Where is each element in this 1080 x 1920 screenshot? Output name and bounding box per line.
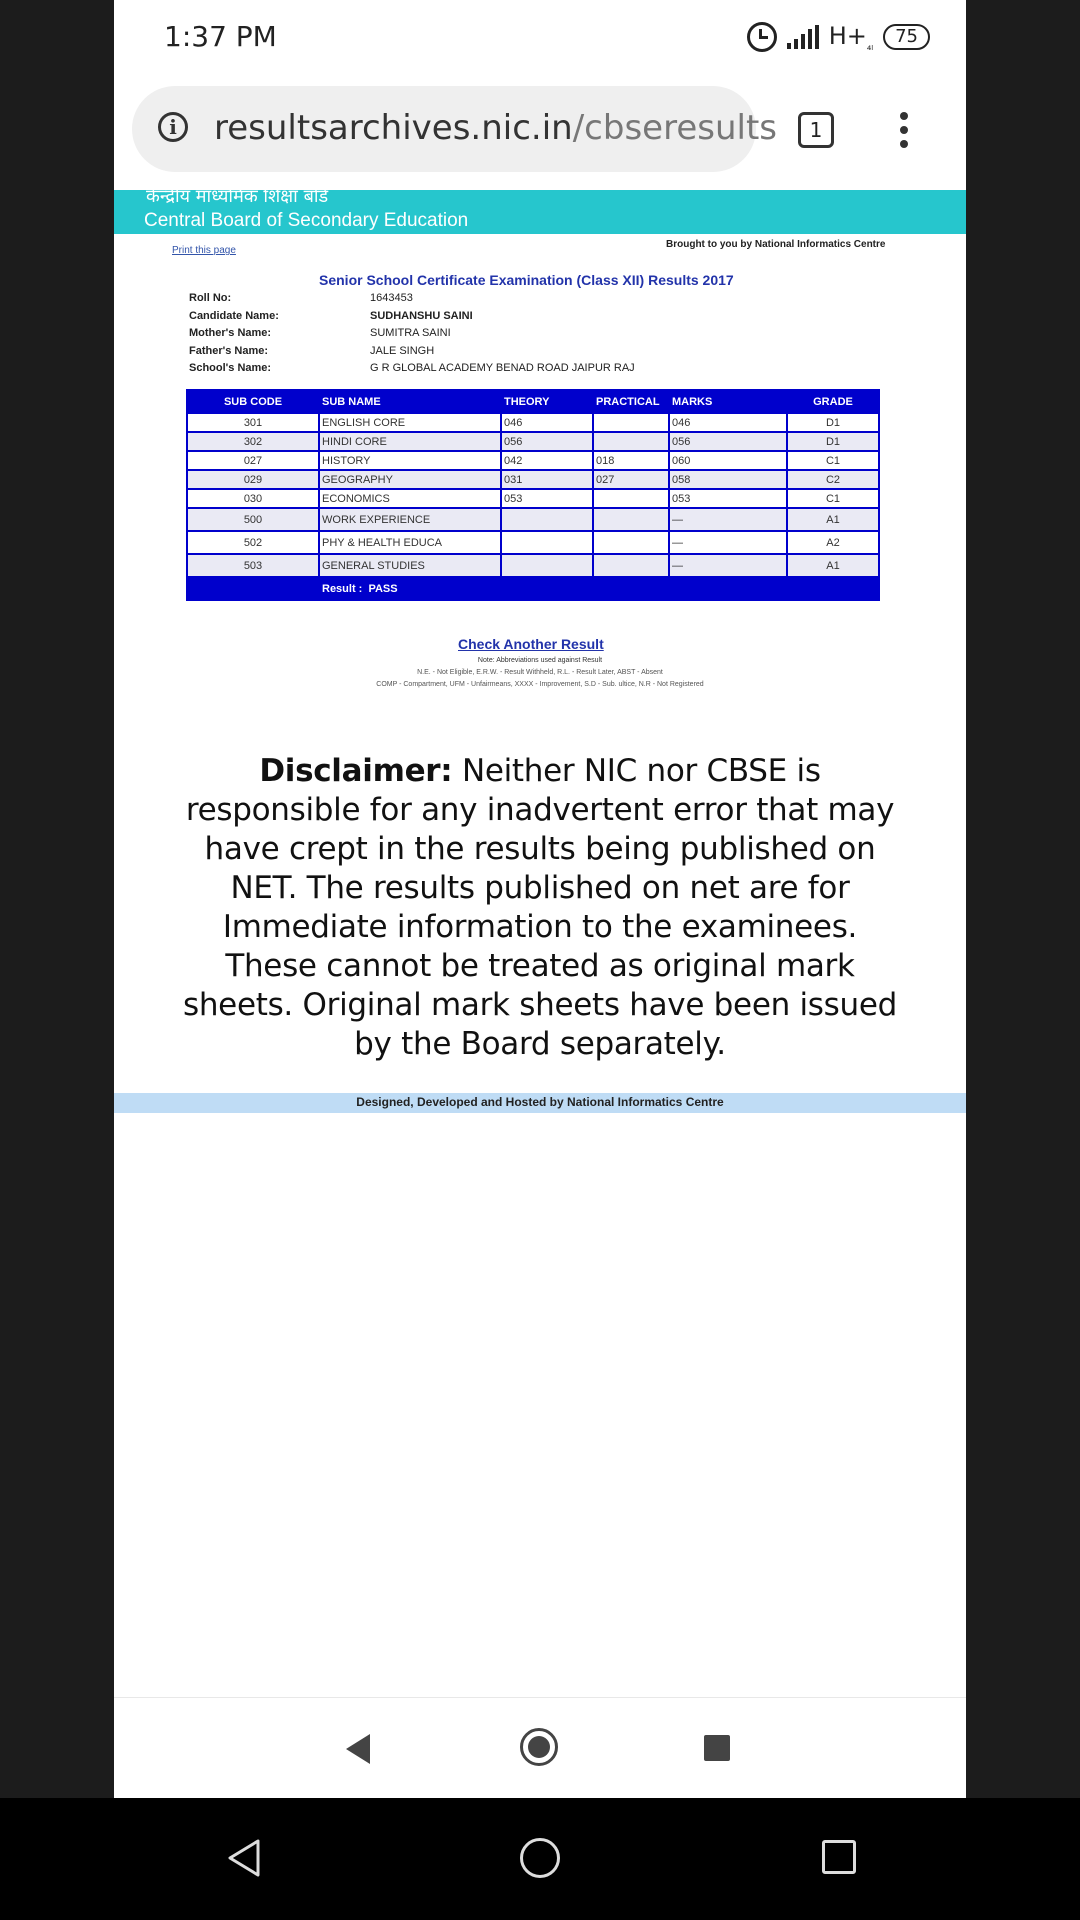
- note-line-1: N.E. - Not Eligible, E.R.W. - Result Withheld, R.L. - Result Later, ABST - Absent: [417, 669, 663, 676]
- cell-name: HINDI CORE: [319, 432, 501, 451]
- table-row: [187, 531, 879, 554]
- status-bar: [114, 0, 966, 75]
- more-options-icon[interactable]: [900, 112, 910, 152]
- result-cell: [319, 577, 879, 600]
- info-value: SUMITRA SAINI: [370, 327, 451, 339]
- cell-theory: 031: [501, 470, 593, 489]
- recent-apps-icon[interactable]: [704, 1735, 730, 1761]
- network-type: $H+_{_{4l}}$: [828, 21, 874, 53]
- cell-marks: 056: [669, 432, 787, 451]
- info-value: SUDHANSHU SAINI: [370, 309, 473, 322]
- info-label: School's Name:: [189, 362, 272, 374]
- system-recent-icon[interactable]: [822, 1840, 856, 1874]
- cell-marks: —: [669, 554, 787, 577]
- system-nav-bar: [0, 1798, 1080, 1920]
- check-another-result-link[interactable]: Check Another Result: [458, 636, 604, 652]
- result-spacer: [187, 577, 319, 600]
- info-label: Candidate Name:: [189, 309, 279, 322]
- exam-title: Senior School Certificate Examination (Class XII) Results 2017: [319, 272, 734, 288]
- cell-practical: [593, 489, 669, 508]
- table-row: [187, 432, 879, 451]
- col-header-theory: THEORY: [501, 390, 593, 413]
- tab-switcher-button[interactable]: 1: [798, 112, 834, 148]
- cell-practical: [593, 432, 669, 451]
- cell-theory: 042: [501, 451, 593, 470]
- cell-practical: [593, 508, 669, 531]
- col-header-grade: GRADE: [787, 390, 879, 413]
- cell-practical: 018: [593, 451, 669, 470]
- col-header-marks: MARKS: [669, 390, 787, 413]
- app-nav-bar: [114, 1697, 966, 1799]
- table-row: [187, 451, 879, 470]
- cell-code: 502: [187, 531, 319, 554]
- disclaimer-label: Disclaimer:: [259, 753, 453, 789]
- col-header-sub-name: SUB NAME: [319, 390, 501, 413]
- results-table: [186, 389, 880, 601]
- board-title: Central Board of Secondary Education: [144, 210, 469, 231]
- cell-grade: A1: [787, 554, 879, 577]
- info-row-candidate: [189, 308, 749, 326]
- cell-code: 027: [187, 451, 319, 470]
- cell-name: ECONOMICS: [319, 489, 501, 508]
- cell-practical: [593, 531, 669, 554]
- cell-grade: D1: [787, 413, 879, 432]
- cell-grade: C1: [787, 451, 879, 470]
- note-title: Note: Abbreviations used against Result: [477, 657, 603, 664]
- cell-theory: [501, 508, 593, 531]
- cell-marks: 058: [669, 470, 787, 489]
- info-icon[interactable]: i: [158, 112, 188, 142]
- cell-practical: [593, 413, 669, 432]
- alarm-clock-icon: [747, 22, 777, 52]
- table-row: [187, 470, 879, 489]
- result-value: PASS: [368, 582, 398, 595]
- status-time: 1:37 PM: [164, 20, 277, 53]
- footer-text: Designed, Developed and Hosted by National Informatics Centre: [356, 1095, 724, 1109]
- url-text[interactable]: resultsarchives.nic.in/cbseresults: [214, 108, 777, 148]
- cell-code: 029: [187, 470, 319, 489]
- info-label: Father's Name:: [189, 344, 269, 357]
- result-row: [187, 577, 879, 600]
- cell-code: 301: [187, 413, 319, 432]
- result-label: Result :: [322, 582, 363, 595]
- cell-practical: [593, 554, 669, 577]
- info-label: Mother's Name:: [189, 327, 272, 339]
- candidate-info: [189, 290, 749, 378]
- cell-name: GEOGRAPHY: [319, 470, 501, 489]
- system-back-icon[interactable]: [226, 1838, 262, 1878]
- cell-theory: 053: [501, 489, 593, 508]
- col-header-sub-code: SUB CODE: [187, 390, 319, 413]
- info-row-school: [189, 360, 749, 378]
- info-row-father: [189, 343, 749, 361]
- cell-marks: —: [669, 508, 787, 531]
- cell-name: WORK EXPERIENCE: [319, 508, 501, 531]
- cell-theory: 056: [501, 432, 593, 451]
- cell-theory: [501, 554, 593, 577]
- cell-name: ENGLISH CORE: [319, 413, 501, 432]
- print-page-link[interactable]: Print this page: [172, 245, 236, 256]
- info-value: JALE SINGH: [370, 344, 435, 357]
- cell-theory: 046: [501, 413, 593, 432]
- battery-indicator: 75: [883, 24, 930, 50]
- info-label: Roll No:: [189, 292, 232, 304]
- disclaimer: [174, 752, 906, 1064]
- col-header-practical: PRACTICAL: [593, 390, 669, 413]
- signal-bars-icon: [787, 25, 819, 49]
- table-row: [187, 489, 879, 508]
- cell-name: HISTORY: [319, 451, 501, 470]
- cell-code: 503: [187, 554, 319, 577]
- cell-practical: 027: [593, 470, 669, 489]
- hindi-board-title: केन्द्रीय माध्यमिक शिक्षा बोर्ड: [146, 186, 329, 207]
- brought-by-text: Brought to you by National Informatics Centre: [666, 239, 886, 250]
- cell-code: 500: [187, 508, 319, 531]
- cell-grade: D1: [787, 432, 879, 451]
- back-icon[interactable]: [346, 1734, 370, 1764]
- cell-marks: 060: [669, 451, 787, 470]
- info-value: G R GLOBAL ACADEMY BENAD ROAD JAIPUR RAJ: [370, 362, 635, 374]
- cell-name: PHY & HEALTH EDUCA: [319, 531, 501, 554]
- address-bar[interactable]: [132, 86, 777, 172]
- table-row: [187, 508, 879, 531]
- status-icons: [747, 20, 930, 54]
- cell-grade: C2: [787, 470, 879, 489]
- note-line-2: COMP - Compartment, UFM - Unfairmeans, XXXX - Improvement, S.D - Sub. ultice, N.R - Not Registered: [376, 681, 704, 688]
- cell-marks: 053: [669, 489, 787, 508]
- cell-code: 030: [187, 489, 319, 508]
- cell-grade: A2: [787, 531, 879, 554]
- system-home-icon[interactable]: [520, 1838, 560, 1878]
- info-value: 1643453: [370, 292, 413, 304]
- home-icon[interactable]: [520, 1728, 558, 1766]
- disclaimer-text: Neither NIC nor CBSE is responsible for any inadvertent error that may have crept in the results being published on NET. The results published on net are for Immediate information to the examinees. These cannot be treated as original mark sheets. Original mark sheets have been issued by the Board separately.: [182, 753, 898, 1062]
- cbse-header-banner: [114, 186, 966, 234]
- cell-name: GENERAL STUDIES: [319, 554, 501, 577]
- cell-marks: —: [669, 531, 787, 554]
- cell-marks: 046: [669, 413, 787, 432]
- cell-grade: C1: [787, 489, 879, 508]
- cell-theory: [501, 531, 593, 554]
- cell-grade: A1: [787, 508, 879, 531]
- cell-code: 302: [187, 432, 319, 451]
- info-row-roll: [189, 290, 749, 308]
- table-row: [187, 554, 879, 577]
- table-row: [187, 413, 879, 432]
- phone-screen: [114, 0, 966, 1798]
- table-header-row: [187, 390, 879, 413]
- info-row-mother: [189, 325, 749, 343]
